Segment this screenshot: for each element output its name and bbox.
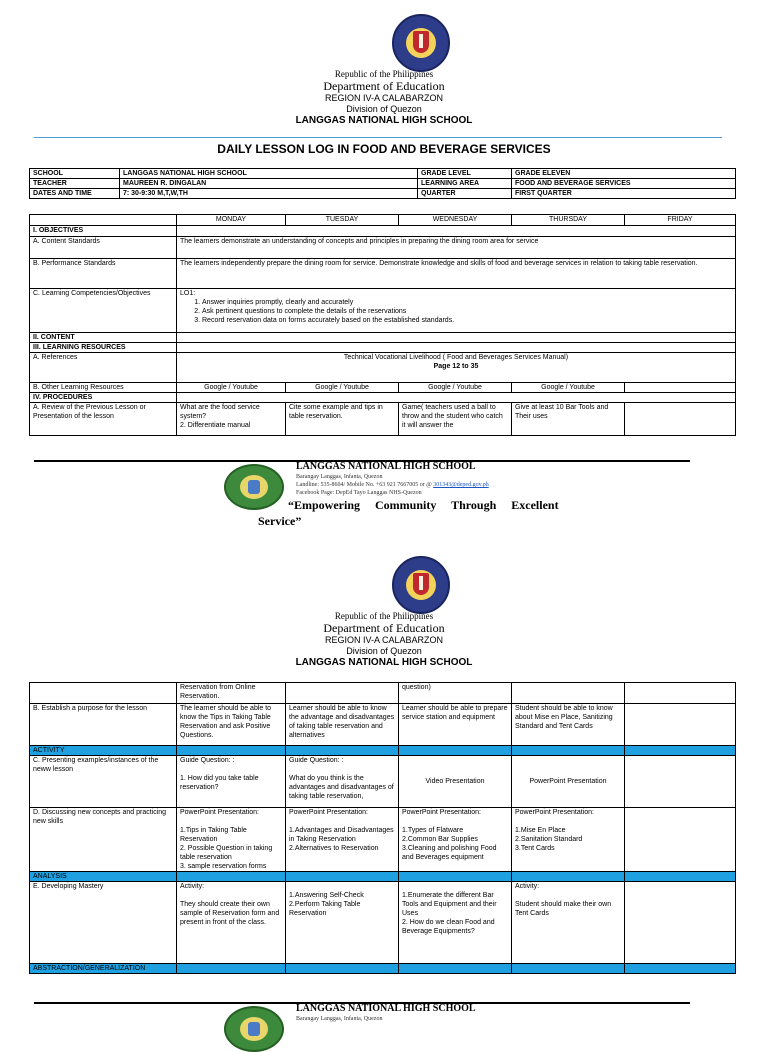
references-label: A. References [30, 353, 177, 383]
performance-standards: The learners independently prepare the dining room for service. Demonstrate knowledge and skills of food and beverage services in relation to taking table reservation. [177, 259, 736, 289]
mastery-cell: 1.Enumerate the different Bar Tools and Equipment and their Uses 2. How do we clean Food and Beverage Equipments? [399, 882, 512, 964]
footer-facebook: Facebook Page: DepEd Tayo Langgas NHS-Quezon [296, 490, 422, 496]
republic-label: Republic of the Philippines [334, 69, 434, 79]
deped-seal-icon [392, 14, 450, 72]
activity-heading: ACTIVITY [30, 746, 177, 756]
references-text: Technical Vocational Livelihood ( Food and Beverages Services Manual) [343, 354, 569, 361]
dates-label: DATES AND TIME [30, 189, 120, 199]
day-header: WEDNESDAY [399, 215, 512, 226]
footer-motto-line2: Service” [258, 514, 302, 528]
mastery-cell: Activity: They should create their own sample of Reservation form and present in front of the class. [177, 882, 286, 964]
region-label: REGION IV-A CALABARZON [324, 635, 444, 645]
presenting-cell: PowerPoint Presentation [512, 756, 625, 808]
competency-item: 3. Record reservation data on forms accurately based on the established standards. [202, 316, 732, 325]
procedures-heading: IV. PROCEDURES [30, 393, 177, 403]
lesson-table-page1 [29, 214, 736, 436]
footer-contact-text: Landline: 535-8604/ Mobile No. +63 921 7667005 or @ [296, 482, 432, 488]
footer-email-link[interactable]: 301343@deped.gov.ph [433, 482, 489, 488]
school-info-value: LANGGAS NATIONAL HIGH SCHOOL [120, 169, 418, 179]
info-table [29, 168, 736, 199]
references-pages: Page 12 to 35 [433, 363, 479, 370]
discussing-cell: PowerPoint Presentation: 1.Advantages and Disadvantages in Taking Reservation 2.Alternatives to Reservation [286, 808, 399, 872]
continued-cell: question) [399, 683, 512, 704]
competencies-label: C. Learning Competencies/Objectives [30, 289, 177, 333]
school-info-label: SCHOOL [30, 169, 120, 179]
day-header: TUESDAY [286, 215, 399, 226]
discussing-cell: PowerPoint Presentation: 1.Types of Flatware 2.Common Bar Supplies 3.Cleaning and polishing Food and Beverages equipment [399, 808, 512, 872]
area-label: LEARNING AREA [418, 179, 512, 189]
day-header: FRIDAY [625, 215, 736, 226]
school-label: LANGGAS NATIONAL HIGH SCHOOL [295, 115, 473, 126]
review-cell: Cite some example and tips in table reservation. [286, 403, 399, 436]
content-standards-label: A. Content Standards [30, 237, 177, 259]
quarter-label: QUARTER [418, 189, 512, 199]
mastery-label: E. Developing Mastery [30, 882, 177, 964]
footer-address: Barangay Langgas, Infanta, Quezon [296, 474, 383, 480]
content-heading: II. CONTENT [30, 333, 177, 343]
dates-value: 7: 30-9:30 M,T,W,TH [120, 189, 418, 199]
content-standards: The learners demonstrate an understanding of concepts and principles in preparing the dining room area for service [177, 237, 736, 259]
other-resource: Google / Youtube [177, 383, 286, 393]
footer-contact [296, 482, 489, 488]
school-seal-icon [224, 1006, 284, 1052]
mastery-cell: Activity: Student should make their own Tent Cards [512, 882, 625, 964]
review-cell: What are the food service system? 2. Differentiate manual [177, 403, 286, 436]
review-cell: Game( teachers used a ball to throw and the student who catch it will answer the [399, 403, 512, 436]
analysis-heading: ANALYSIS [30, 872, 177, 882]
other-resource: Google / Youtube [512, 383, 625, 393]
abstraction-heading: ABSTRACTION/GENERALIZATION [30, 964, 177, 974]
footer-school: LANGGAS NATIONAL HIGH SCHOOL [296, 1003, 476, 1014]
teacher-value: MAUREEN R. DINGALAN [120, 179, 418, 189]
competencies [177, 289, 736, 333]
purpose-cell: The learner should be able to know the Tips in Taking Table Reservation and ask Positive Questions. [177, 704, 286, 746]
lo-label: LO1: [180, 290, 196, 297]
presenting-cell: Video Presentation [399, 756, 512, 808]
school-label: LANGGAS NATIONAL HIGH SCHOOL [295, 657, 473, 668]
objectives-heading: I. OBJECTIVES [30, 226, 177, 237]
purpose-cell: Student should be able to know about Mise en Place, Sanitizing Standard and Tent Cards [512, 704, 625, 746]
other-resources-label: B. Other Learning Resources [30, 383, 177, 393]
teacher-label: TEACHER [30, 179, 120, 189]
footer-address: Barangay Langgas, Infanta, Quezon [296, 1016, 383, 1022]
division-label: Division of Quezon [346, 104, 422, 114]
competency-item: 1. Answer inquiries promptly, clearly and accurately [202, 298, 732, 307]
republic-label: Republic of the Philippines [334, 611, 434, 621]
performance-standards-label: B. Performance Standards [30, 259, 177, 289]
header-rule [34, 137, 722, 138]
review-label: A. Review of the Previous Lesson or Presentation of the lesson [30, 403, 177, 436]
division-label: Division of Quezon [346, 646, 422, 656]
presenting-cell: Guide Question: : 1. How did you take table reservation? [177, 756, 286, 808]
presenting-label: C. Presenting examples/instances of the neww lesson [30, 756, 177, 808]
footer-school: LANGGAS NATIONAL HIGH SCHOOL [296, 461, 476, 472]
footer-motto-line1: “Empowering Community Through Excellent [288, 498, 559, 512]
school-seal-icon [224, 464, 284, 510]
purpose-cell: Learner should be able to know the advantage and disadvantages of taking table reservation and alternatives [286, 704, 399, 746]
presenting-cell: Guide Question: : What do you think is the advantages and disadvantages of taking table reservation, [286, 756, 399, 808]
region-label: REGION IV-A CALABARZON [324, 93, 444, 103]
deped-seal-icon [392, 556, 450, 614]
discussing-cell: PowerPoint Presentation: 1.Tips in Taking Table Reservation 2. Possible Question in taking table reservation 3. sample reservation forms [177, 808, 286, 872]
area-value: FOOD AND BEVERAGE SERVICES [512, 179, 736, 189]
mastery-cell: 1.Answering Self-Check 2.Perform Taking Table Reservation [286, 882, 399, 964]
day-header: THURSDAY [512, 215, 625, 226]
purpose-cell: Learner should be able to prepare service station and equipment [399, 704, 512, 746]
discussing-cell: PowerPoint Presentation: 1.Mise En Place 2.Sanitation Standard 3.Tent Cards [512, 808, 625, 872]
lesson-table-page2 [29, 682, 736, 974]
continued-cell: Reservation from Online Reservation. [177, 683, 286, 704]
department-label: Department of Education [323, 621, 445, 635]
purpose-label: B. Establish a purpose for the lesson [30, 704, 177, 746]
discussing-label: D. Discussing new concepts and practicing new skills [30, 808, 177, 872]
other-resource: Google / Youtube [286, 383, 399, 393]
references [177, 353, 736, 383]
department-label: Department of Education [323, 79, 445, 93]
day-header: MONDAY [177, 215, 286, 226]
resources-heading: III. LEARNING RESOURCES [30, 343, 177, 353]
grade-value: GRADE ELEVEN [512, 169, 736, 179]
grade-label: GRADE LEVEL [418, 169, 512, 179]
other-resource: Google / Youtube [399, 383, 512, 393]
competency-item: 2. Ask pertinent questions to complete the details of the reservations [202, 307, 732, 316]
quarter-value: FIRST QUARTER [512, 189, 736, 199]
review-cell: Give at least 10 Bar Tools and Their uses [512, 403, 625, 436]
page-title: DAILY LESSON LOG IN FOOD AND BEVERAGE SERVICES [217, 142, 551, 156]
